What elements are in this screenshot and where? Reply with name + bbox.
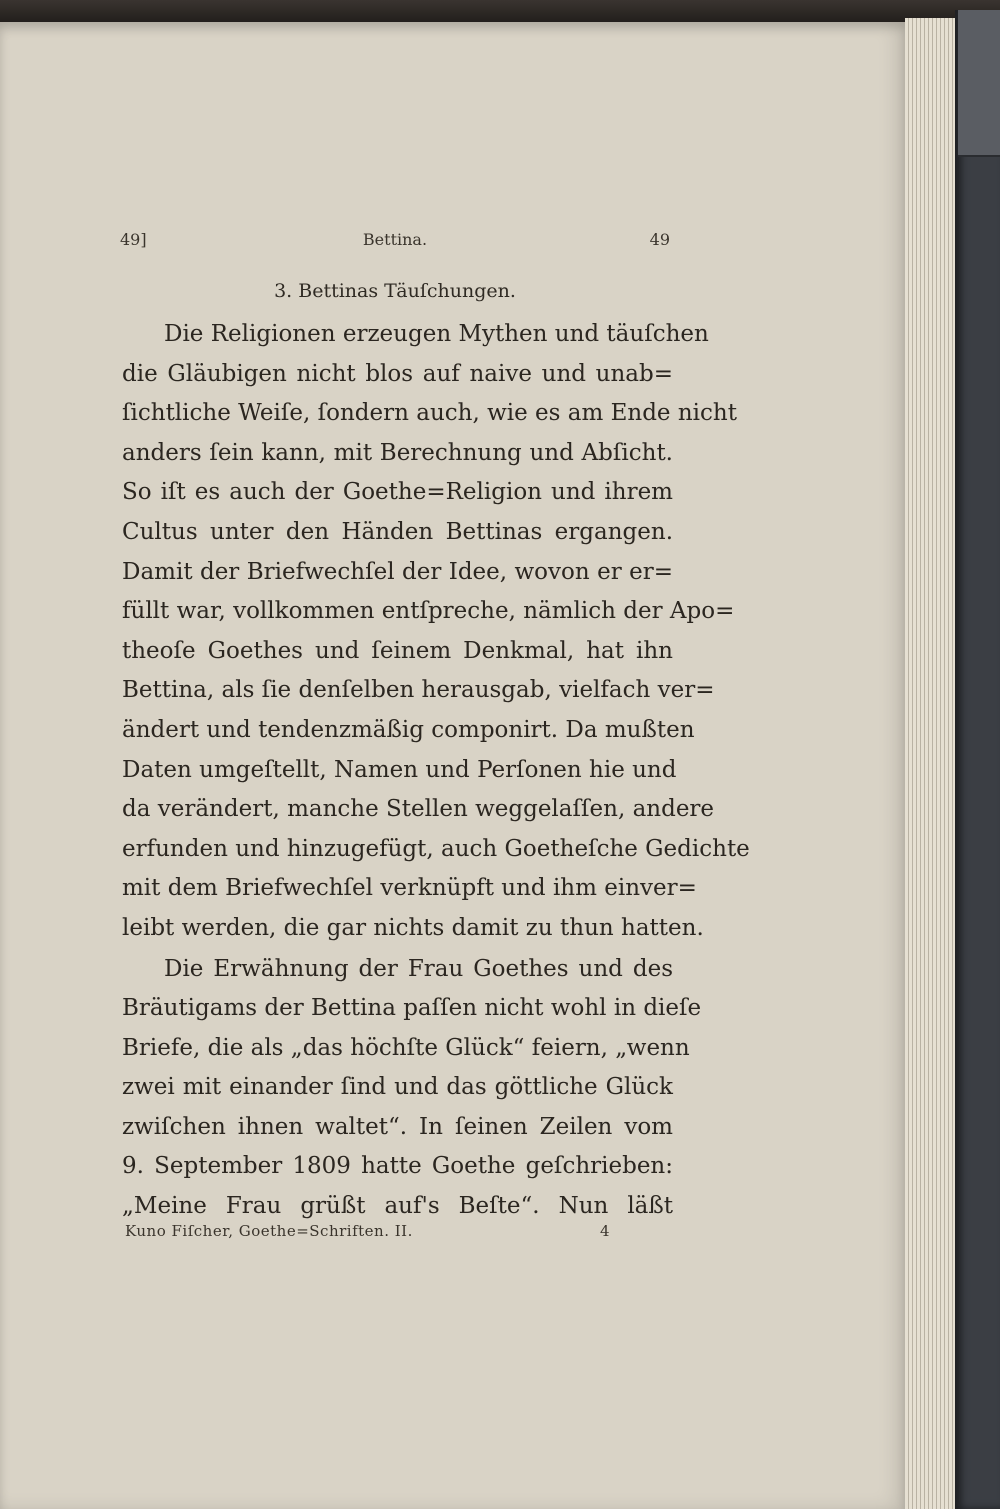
text-line: theoſe Goethes und ſeinem Denkmal, hat ihn	[122, 637, 673, 664]
text-line: Die Erwähnung der Frau Goethes und des	[164, 955, 673, 982]
text-line: Damit der Briefwechſel der Idee, wovon er er=	[122, 558, 673, 585]
text-line: die Gläubigen nicht blos auf naive und unab=	[122, 360, 673, 387]
text-line: erfunden und hinzugefügt, auch Goetheſche Gedichte	[122, 835, 750, 862]
sheet-number: 4	[600, 1222, 610, 1240]
body-text	[122, 315, 750, 1227]
text-line: leibt werden, die gar nichts damit zu thun hatten.	[122, 914, 704, 941]
text-line: ändert und tendenzmäßig componirt. Da mußten	[122, 716, 695, 743]
text-line: Die Religionen erzeugen Mythen und täuſchen	[164, 321, 709, 347]
text-line: da verändert, manche Stellen weggelaſſen, andere	[122, 796, 715, 823]
running-header	[120, 230, 670, 256]
paragraph	[122, 950, 702, 1227]
text-line: anders ſein kann, mit Berechnung und Abſicht.	[122, 439, 673, 466]
text-line: 9. September 1809 hatte Goethe geſchrieben:	[122, 1153, 673, 1180]
text-line: Bettina, als ſie denſelben herausgab, vielfach ver=	[122, 677, 715, 704]
text-line: Cultus unter den Händen Bettinas ergangen.	[122, 518, 673, 545]
header-left-number: 49]	[120, 230, 147, 249]
text-line: zwei mit einander ſind und das göttliche Glück	[122, 1074, 673, 1101]
paragraph	[122, 315, 750, 949]
book-cover	[955, 10, 1000, 1509]
text-line: ſichtliche Weiſe, ſondern auch, wie es am Ende nicht	[122, 400, 737, 427]
text-line: So iſt es auch der Goethe=Religion und ihrem	[122, 479, 673, 506]
section-title: 3. Bettinas Täuſchungen.	[274, 280, 516, 302]
header-title: Bettina.	[362, 230, 428, 249]
text-line: Bräutigams der Bettina paſſen nicht wohl in dieſe	[122, 995, 702, 1022]
text-line: mit dem Briefwechſel verknüpft und ihm einver=	[122, 875, 697, 902]
text-line: „Meine Frau grüßt auf's Beſte“. Nun läßt	[122, 1193, 673, 1220]
cover-band	[958, 10, 1000, 157]
page-number: 49	[649, 230, 670, 249]
signature-line: Kuno Fiſcher, Goethe=Schriften. II.	[125, 1222, 413, 1240]
text-line: füllt war, vollkommen entſpreche, nämlich der Apo=	[122, 598, 735, 625]
text-line: zwiſchen ihnen waltet“. In ſeinen Zeilen vom	[122, 1113, 673, 1140]
text-line: Daten umgeſtellt, Namen und Perſonen hie und	[122, 756, 677, 783]
text-line: Briefe, die als „das höchſte Glück“ feiern, „wenn	[122, 1034, 690, 1061]
page-edges	[905, 18, 955, 1509]
